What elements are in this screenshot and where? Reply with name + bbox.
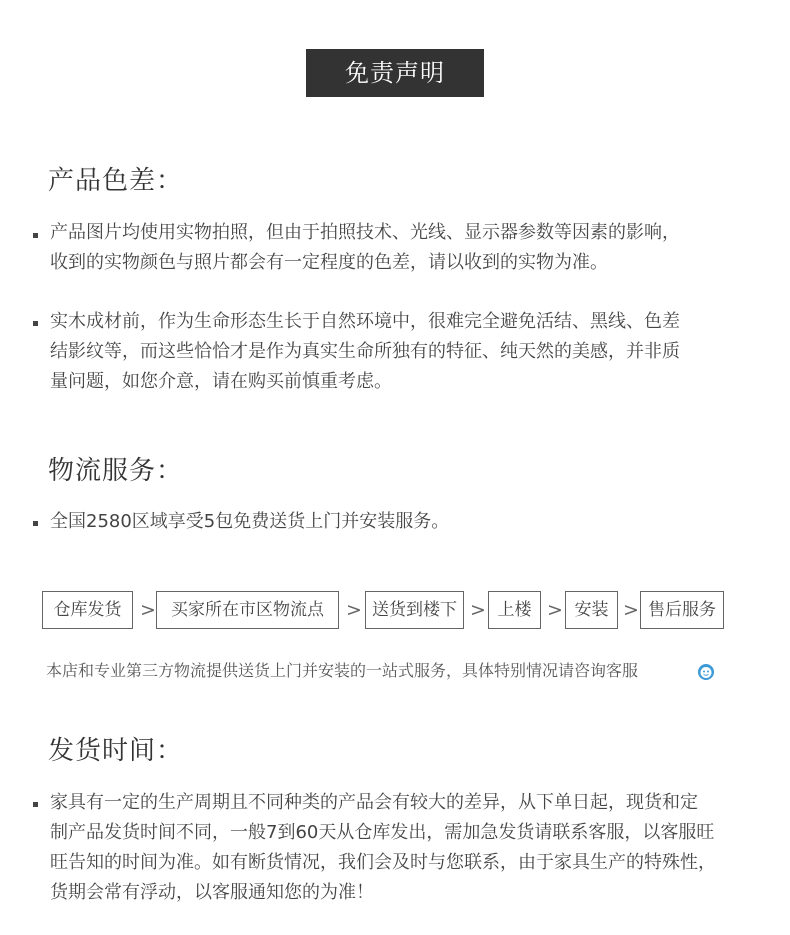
text-line: 量问题，如您介意，请在购买前慎重考虑。 <box>50 371 392 392</box>
flow-arrow: > <box>623 599 639 621</box>
section-heading-color-diff: 产品色差： <box>48 166 184 196</box>
flow-arrow: > <box>140 599 156 621</box>
color-diff-paragraph-2 <box>50 307 770 397</box>
text-line: 结影纹等，而这些恰恰才是作为真实生命所独有的特征、纯天然的美感，并非质 <box>50 341 680 362</box>
delivery-time-paragraph <box>50 788 770 908</box>
flow-step-after-sales: 售后服务 <box>640 591 724 629</box>
text-line: 货期会常有浮动，以客服通知您的为准！ <box>50 882 374 903</box>
logistics-paragraph: 全国2580区域享受5包免费送货上门并安装服务。 <box>50 511 450 532</box>
bullet-icon <box>33 802 38 807</box>
wangwang-chat-icon[interactable] <box>697 663 715 681</box>
text-line: 收到的实物颜色与照片都会有一定程度的色差，请以收到的实物为准。 <box>50 252 608 273</box>
text-line: 家具有一定的生产周期且不同种类的产品会有较大的差异，从下单日起，现货和定 <box>50 792 698 813</box>
text-line: 产品图片均使用实物拍照，但由于拍照技术、光线、显示器参数等因素的影响， <box>50 222 680 243</box>
section-heading-delivery-time: 发货时间： <box>48 736 184 766</box>
flow-step-deliver-downstairs: 送货到楼下 <box>365 591 464 629</box>
flow-arrow: > <box>470 599 486 621</box>
bullet-icon <box>33 233 38 238</box>
text-line: 旺告知的时间为准。如有断货情况，我们会及时与您联系，由于家具生产的特殊性， <box>50 852 716 873</box>
page-title: 免责声明 <box>306 49 484 97</box>
bullet-icon <box>33 321 38 326</box>
text-line: 实木成材前，作为生命形态生长于自然环境中，很难完全避免活结、黑线、色差 <box>50 311 680 332</box>
text-line: 制产品发货时间不同，一般7到60天从仓库发出，需加急发货请联系客服，以客服旺 <box>50 822 715 843</box>
bullet-icon <box>33 521 38 526</box>
section-heading-logistics: 物流服务： <box>48 456 184 486</box>
logistics-note: 本店和专业第三方物流提供送货上门并安装的一站式服务，具体特别情况请咨询客服 <box>46 661 639 680</box>
flow-step-city-logistics: 买家所在市区物流点 <box>156 591 339 629</box>
flow-arrow: > <box>547 599 563 621</box>
flow-arrow: > <box>346 599 362 621</box>
color-diff-paragraph-1 <box>50 218 770 278</box>
flow-step-warehouse: 仓库发货 <box>42 591 133 629</box>
flow-step-install: 安装 <box>565 591 618 629</box>
flow-step-upstairs: 上楼 <box>488 591 541 629</box>
